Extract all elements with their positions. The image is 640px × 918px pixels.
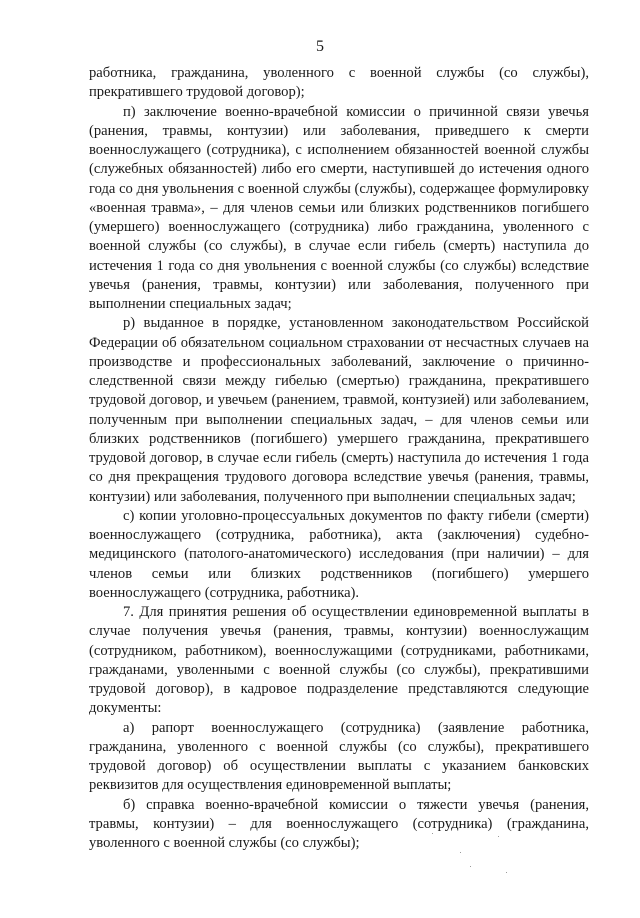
scan-speck xyxy=(460,852,461,853)
paragraph-item-b: б) справка военно-врачебной комиссии о тяжести увечья (ранения, травмы, контузии) – для военнослужащего (сотрудника) (гражданина, уволенного с военной службы (со службы); xyxy=(89,796,589,851)
document-body xyxy=(89,64,589,853)
paragraph-item-a: а) рапорт военнослужащего (сотрудника) (заявление работника, гражданина, уволенного с военной службы (со службы), прекратившего трудовой договор) об осуществлении выплаты с указанием банковских реквизитов для осуществления единовременной выплаты; xyxy=(89,719,589,794)
paragraph-item-s: с) копии уголовно-процессуальных документов по факту гибели (смерти) военнослужащего (сотрудника, работника), акта (заключения) судебно-медицинского (патолого-анатомического) исследования (при наличии) – для членов семьи или близких родственников (погибшего) умершего военнослужащего (сотрудника, работника). xyxy=(89,507,589,601)
paragraph-continuation: работника, гражданина, уволенного с военной службы (со службы), прекратившего трудовой договор); xyxy=(89,65,589,101)
paragraph-item-p: п) заключение военно-врачебной комиссии о причинной связи увечья (ранения, травмы, контузии) или заболевания, приведшего к смерти военнослужащего (сотрудника), с исполнением обязанностей военной службы (служебных обязанностей) либо его смерти, наступившей до истечения одного года со дня увольнения с военной службы (службы), содержащее формулировку «военная травма», – для членов семьи или близких родственников погибшего (умершего) военнослужащего (сотрудника) либо гражданина, уволенного с военной службы (со службы), в случае если гибель (смерть) наступила до истечения 1 года со дня увольнения с военной службы (со службы) вследствие увечья (ранения, травмы, контузии) или заболевания, полученного при выполнении специальных задач; xyxy=(89,103,589,312)
scan-speck xyxy=(470,866,471,867)
scan-speck xyxy=(432,833,433,834)
scan-speck xyxy=(506,872,507,873)
scan-speck xyxy=(498,836,499,837)
paragraph-section-7: 7. Для принятия решения об осуществлении единовременной выплаты в случае получения увечья (ранения, травмы, контузии) военнослужащим (сотрудником, работником), военнослужащими (сотрудниками, работниками, гражданами, уволенными с военной службы (со службы), прекратившими трудовой договор), в кадровое подразделение представляются следующие документы: xyxy=(89,604,589,717)
page-number: 5 xyxy=(316,38,324,55)
paragraph-item-r: р) выданное в порядке, установленном законодательством Российской Федерации об обязательном социальном страховании от несчастных случаев на производстве и профессиональных заболеваний, заключение о причинно-следственной связи между гибелью (смертью) гражданина, прекратившего трудовой договор, и увечьем (ранением, травмой, контузией) или заболеванием, полученным при выполнении специальных задач, – для членов семьи или близких родственников (погибшего) умершего гражданина, прекратившего трудовой договор, в случае если гибель (смерть) наступила до истечения 1 года со дня прекращения трудового договора вследствие увечья (ранения, травмы, контузии) или заболевания, полученного при выполнении специальных задач; xyxy=(89,315,589,505)
